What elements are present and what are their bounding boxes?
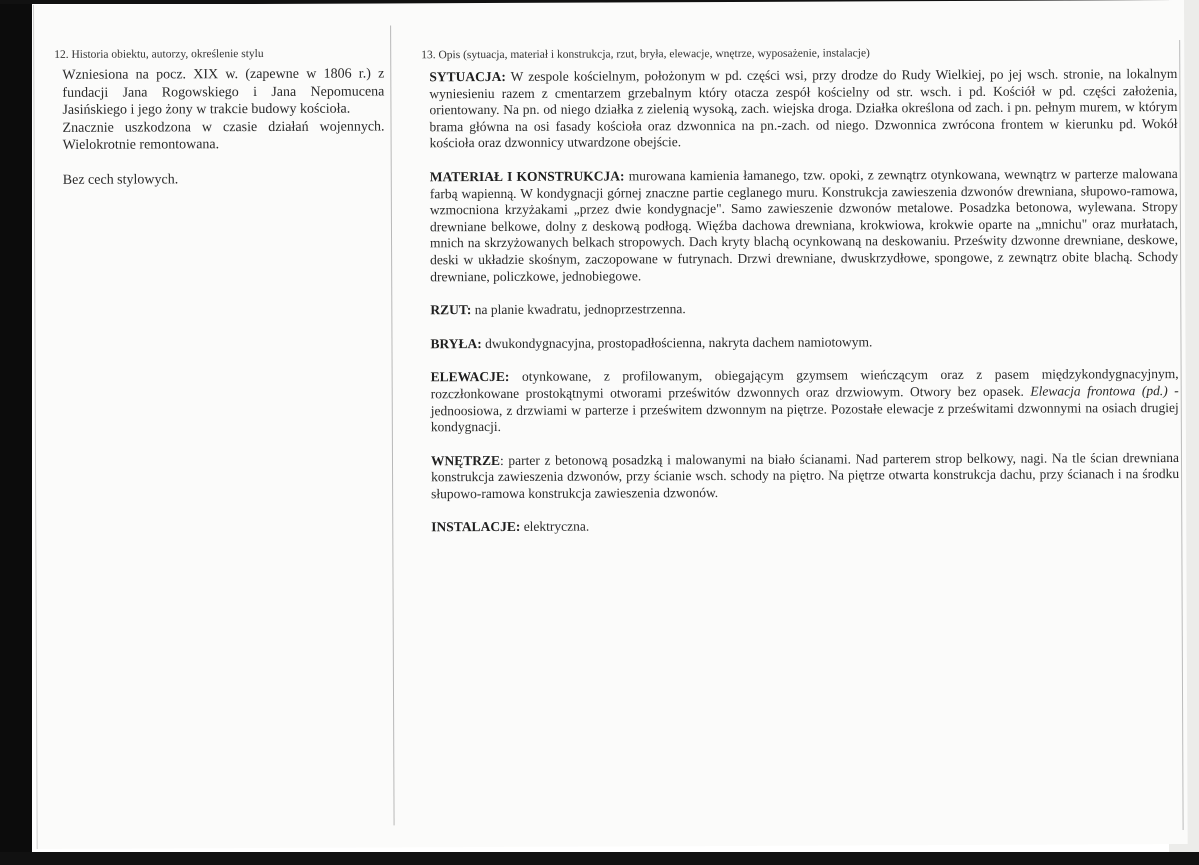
description-column — [421, 46, 1179, 553]
material-text: murowana kamienia łamanego, tzw. opoki, z zewnątrz otynkowana, wewnątrz w parterze malowana farbą wapienną. W kondygnacji górnej znaczne partie ceglanego muru. Konstrukcja zawieszenia dzwonów drewniana, słupowo-ramowa, wzmocniona krzyżakami „przez dwie kondygnacje". Samo zawieszenie dzwonów metalowe. Posadzka betonowa, wylewana. Stropy drewniane belkowe, dolny z deskową podłogą. Więźba dachowa drewniana, krokwiowa, krokwie oparte na „mnichu" oraz murłatach, mnich na skrzyżowanych belkach stropowych. Dach kryty blachą ocynkowaną na deskowaniu. Prześwity dzwonne drewniane, deskowe, deski w układzie skośnym, zaczopowane w futrynach. Drzwi drewniane, dwuskrzydłowe, spongowe, z zewnątrz obite blachą. Schody drewniane, policzkowe, jednobiegowe. — [429, 165, 1179, 284]
section-wnetrze — [431, 450, 1179, 503]
elewacje-label: ELEWACJE: — [430, 369, 510, 385]
elewacje-text-2: - jednoosiowa, z drzwiami w parterze i prześwitem dzwonnym na piętrze. Pozostałe elewacje z prześwitami dzwonnymi na osiach drugiej kondygnacji. — [430, 382, 1179, 435]
elewacja-frontowa-italic: Elewacja frontowa (pd.) — [1030, 382, 1168, 399]
history-column — [54, 47, 385, 188]
history-body — [62, 65, 385, 188]
instalacje-label: INSTALACJE: — [431, 519, 521, 535]
wnetrze-label: WNĘTRZE — [430, 452, 501, 468]
wnetrze-text: : parter z betonową posadzką i malowanymi na biało ścianami. Nad parterem strop belkowy, nagi. Na tle ścian drewniana konstrukcja zawieszenia dzwonów, przy ścianie wsch. schody na piętro. Na piętrze otwarta konstrukcja dachu, przy ścianach i na środku słupowo-ramowa konstrukcja zawieszenia dzwonów. — [431, 449, 1180, 502]
instalacje-text: elektryczna. — [523, 519, 590, 535]
rzut-label: RZUT: — [430, 302, 472, 318]
section-elewacje — [431, 366, 1179, 436]
bryla-label: BRYŁA: — [430, 335, 482, 351]
history-heading: 12. Historia obiektu, autorzy, określenie stylu — [54, 47, 264, 61]
sytuacja-text: W zespole kościelnym, położonym w pd. części wsi, przy drodze do Rudy Wielkiej, po jej wsch. stronie, na lokalnym wyniesieniu razem z cmentarzem grzebalnym który otacza zespół kościelny od str. wsch. i pd. Kościół w pd. części założenia, orientowany. Na pn. od niego działka z zielenią wysoką, zach. wiejska droga. Działka określona od zach. i pn. pełnym murem, w którym brama główna na osi fasady kościoła oraz dzwonnica na pn.-zach. od niego. Dzwonnica zwrócona frontem w kierunku pd. Wokół kościoła oraz dzwonnicy utwardzone obejście. — [429, 66, 1178, 151]
bryla-text: dwukondygnacyjna, prostopadłościenna, nakryta dachem namiotowym. — [485, 334, 873, 351]
elewacje-text: otynkowane, z profilowanym, obiegającym gzymsem wieńczącym oraz z pasem międzykondygnacyjnym, rozczłonkowane prostokątnymi otworami prześwitów dzwonnych oraz drzwiowym. Otwory bez opasek. — [430, 366, 1179, 402]
rzut-text: na planie kwadratu, jednoprzestrzenna. — [474, 301, 686, 318]
material-label: MATERIAŁ I KONSTRUKCJA: — [429, 168, 625, 185]
scan-border-bottom — [0, 852, 1199, 865]
style-paragraph: Bez cech stylowych. — [62, 171, 179, 188]
paragraph-spacer — [63, 153, 385, 171]
section-instalacje — [431, 516, 1179, 536]
document-page — [33, 0, 1188, 849]
section-bryla — [430, 333, 1178, 353]
history-paragraph-1: Wzniesiona na pocz. XIX w. (zapewne w 1806 r.) z fundacji Jana Rogowskiego i Jana Nepomucena Jasińskiego i jego żony w trakcie budowy kościoła. — [62, 66, 385, 118]
scan-border-left — [0, 0, 32, 865]
history-paragraph-2: Znacznie uszkodzona w czasie działań wojennych. Wielokrotnie remontowana. — [62, 118, 385, 153]
sytuacja-label: SYTUACJA: — [429, 68, 506, 85]
description-heading: 13. Opis (sytuacja, materiał i konstrukcja, rzut, bryła, elewacje, wnętrze, wyposażenie, instalacje) — [421, 47, 870, 62]
section-material — [430, 166, 1178, 285]
section-rzut — [430, 299, 1178, 319]
section-sytuacja — [429, 66, 1177, 152]
page-edge-line — [1179, 40, 1183, 830]
column-divider — [390, 25, 394, 825]
